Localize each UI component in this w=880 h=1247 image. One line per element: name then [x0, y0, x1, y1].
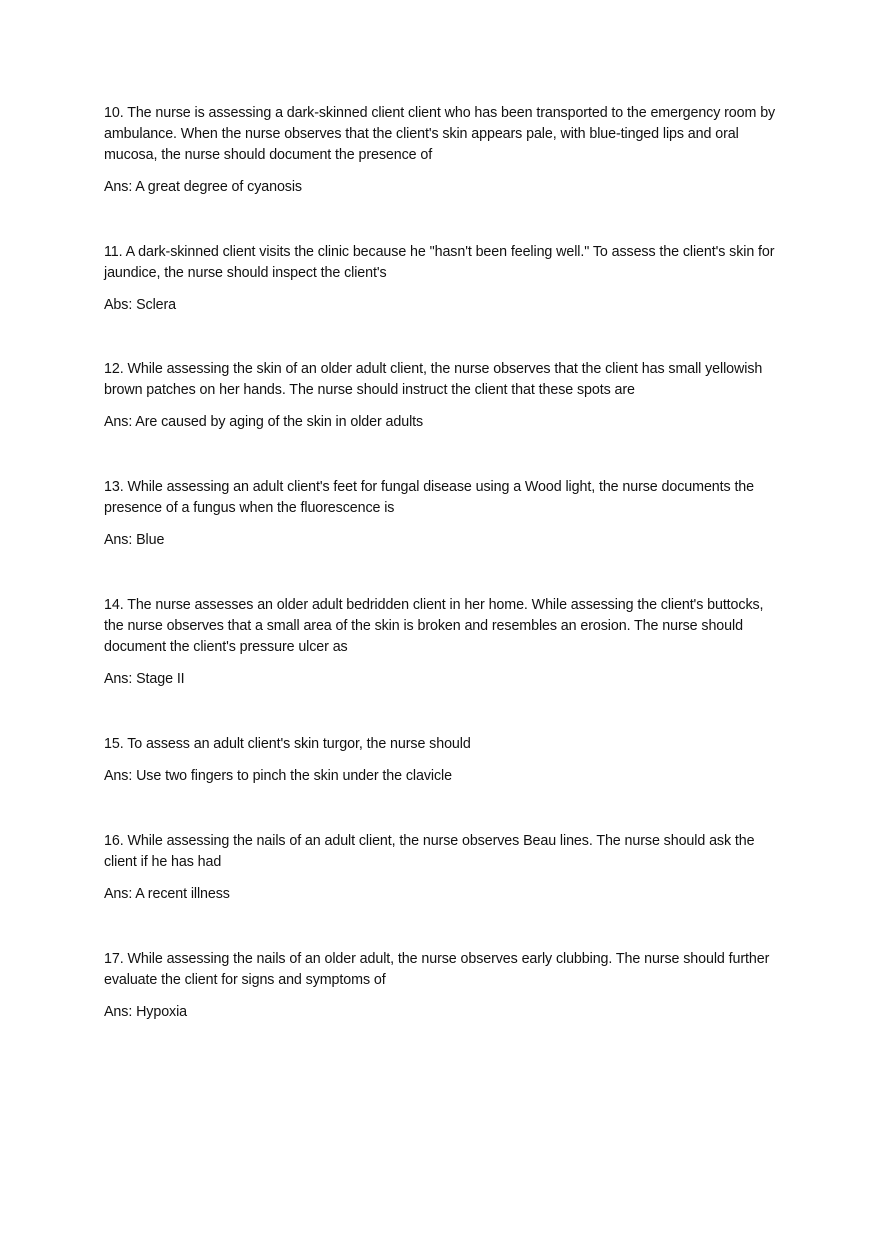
question-block-10 [104, 103, 776, 198]
question-text: 15. To assess an adult client's skin turgor, the nurse should [104, 736, 471, 752]
answer-text: Ans: Blue [104, 532, 165, 548]
question-text: 16. While assessing the nails of an adult client, the nurse observes Beau lines. The nurse should ask the client if he has had [104, 833, 755, 870]
answer-text: Ans: Are caused by aging of the skin in older adults [104, 414, 424, 430]
question-block-11 [104, 242, 776, 316]
question-block-14 [104, 595, 776, 690]
question-text: 10. The nurse is assessing a dark-skinned client client who has been transported to the emergency room by ambulance. When the nurse observes that the client's skin appears pale, with blue-tinged lips and oral mucosa, the nurse should document the presence of [104, 105, 776, 163]
question-block-16 [104, 831, 776, 905]
question-text: 12. While assessing the skin of an older adult client, the nurse observes that the client has small yellowish brown patches on her hands. The nurse should instruct the client that these spots are [104, 361, 763, 398]
answer-text: Ans: Hypoxia [104, 1004, 188, 1020]
question-block-17 [104, 949, 776, 1023]
question-text: 17. While assessing the nails of an older adult, the nurse observes early clubbing. The nurse should further evaluate the client for signs and symptoms of [104, 951, 770, 988]
answer-text: Ans: A great degree of cyanosis [104, 179, 302, 195]
question-text: 11. A dark-skinned client visits the clinic because he "hasn't been feeling well." To assess the client's skin for jaundice, the nurse should inspect the client's [104, 244, 775, 281]
answer-text: Ans: Stage II [104, 671, 185, 687]
question-block-13 [104, 477, 776, 551]
question-text: 14. The nurse assesses an older adult bedridden client in her home. While assessing the client's buttocks, the nurse observes that a small area of the skin is broken and resembles an erosion. The nurse should document the client's pressure ulcer as [104, 597, 764, 655]
answer-text: Abs: Sclera [104, 297, 177, 313]
answer-text: Ans: Use two fingers to pinch the skin under the clavicle [104, 768, 452, 784]
question-text: 13. While assessing an adult client's feet for fungal disease using a Wood light, the nurse documents the presence of a fungus when the fluorescence is [104, 479, 755, 516]
question-block-15 [104, 734, 776, 787]
question-block-12 [104, 359, 776, 433]
answer-text: Ans: A recent illness [104, 886, 230, 902]
